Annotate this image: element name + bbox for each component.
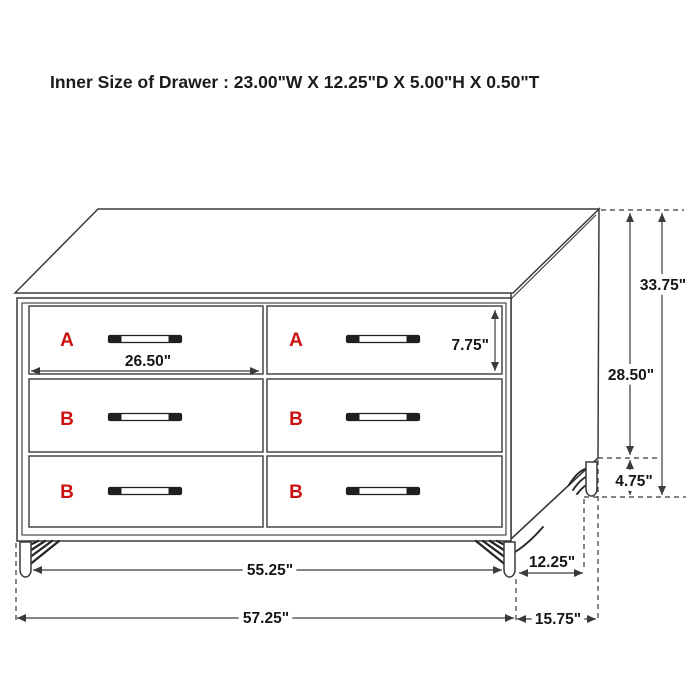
drawer-bottom-right (267, 456, 502, 527)
case-width-label: 55.25" (246, 562, 294, 579)
overall-width-label: 57.25" (242, 610, 290, 627)
drawer-height-label: 7.75" (451, 337, 489, 354)
overall-depth-label: 15.75" (534, 611, 582, 628)
side-depth-label: 12.25" (528, 554, 576, 571)
case-height-label: 28.50" (607, 367, 655, 384)
page-title: Inner Size of Drawer : 23.00"W X 12.25"D X 5.00"H X 0.50"T (50, 72, 540, 92)
leg-height-dimension (615, 460, 653, 495)
side-depth-dimension (519, 554, 583, 573)
drawer-letter: B (289, 482, 303, 503)
overall-depth-dimension (517, 611, 596, 628)
drawer-middle-left (29, 379, 263, 452)
drawer-letter: B (60, 482, 74, 503)
drawer-width-label: 26.50" (124, 353, 172, 370)
back-right-foot (586, 462, 597, 496)
front-left-leg (20, 541, 59, 577)
drawer-handle (109, 336, 182, 343)
drawer-handle (347, 336, 420, 343)
top-surface (15, 209, 599, 293)
front-left-foot (20, 542, 31, 577)
case-height-dimension (608, 213, 654, 455)
drawer-letter: A (60, 330, 74, 351)
case-width-dimension (33, 562, 502, 579)
overall-height-dimension (640, 213, 686, 495)
drawer-handle (109, 414, 182, 421)
drawer-letter: B (60, 409, 74, 430)
drawer-letter: B (289, 409, 303, 430)
drawer-bottom-left (29, 456, 263, 527)
drawer-letter: A (289, 330, 303, 351)
overall-width-dimension (17, 610, 514, 627)
overall-height-label: 33.75" (639, 277, 687, 294)
front-right-foot (504, 542, 515, 577)
drawer-handle (347, 414, 420, 421)
drawer-middle-right (267, 379, 502, 452)
drawer-handle (109, 488, 182, 495)
drawer-handle (347, 488, 420, 495)
leg-height-label: 4.75" (615, 473, 653, 490)
